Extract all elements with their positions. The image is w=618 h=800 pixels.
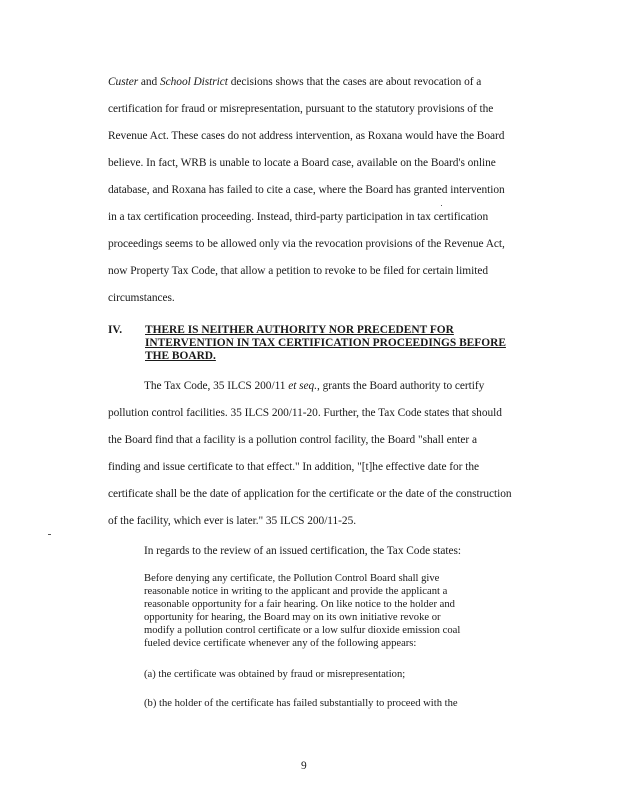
paragraph-2-line: pollution control facilities. 35 ILCS 200/11-20. Further, the Tax Code states that should	[108, 407, 502, 419]
section-title-line: THE BOARD.	[145, 350, 216, 362]
text-span: decisions shows that the cases are about revocation of a	[227, 76, 482, 88]
scan-speck	[441, 205, 442, 206]
quote-line: fueled device certificate whenever any of the following appears:	[144, 638, 417, 649]
text-span: and	[138, 76, 160, 88]
quote-line: modify a pollution control certificate or a low sulfur dioxide emission coal	[144, 625, 461, 636]
paragraph-1-line: now Property Tax Code, that allow a petition to revoke to be filed for certain limited	[108, 265, 488, 277]
paragraph-2-line: certificate shall be the date of application for the certificate or the date of the construction	[108, 488, 512, 500]
paragraph-1-line: circumstances.	[108, 292, 175, 304]
quote-line: reasonable notice in writing to the applicant and provide the applicant a	[144, 586, 448, 597]
case-name-school-district: School District	[160, 76, 228, 88]
text-span: The Tax Code, 35 ILCS 200/11	[144, 380, 289, 392]
section-title-line: THERE IS NEITHER AUTHORITY NOR PRECEDENT FOR	[145, 324, 454, 336]
paragraph-2-line: the Board find that a facility is a pollution control facility, the Board "shall enter a	[108, 434, 477, 446]
paragraph-2-line: of the facility, which ever is later." 35 ILCS 200/11-25.	[108, 515, 357, 527]
paragraph-1-line: certification for fraud or misrepresentation, pursuant to the statutory provisions of the	[108, 103, 494, 115]
quote-line: reasonable opportunity for a fair hearing. On like notice to the holder and	[144, 599, 455, 610]
paragraph-1-line: Revenue Act. These cases do not address intervention, as Roxana would have the Board	[108, 130, 505, 142]
scan-speck	[48, 534, 51, 535]
paragraph-2-line-1	[144, 379, 484, 393]
paragraph-1-line: proceedings seems to be allowed only via the revocation provisions of the Revenue Act,	[108, 238, 505, 250]
section-heading	[108, 324, 508, 364]
quote-line: Before denying any certificate, the Pollution Control Board shall give	[144, 573, 440, 584]
section-number: IV.	[108, 324, 123, 336]
et-seq-italic: et seq.	[288, 380, 317, 392]
case-name-custer: Custer	[108, 76, 139, 88]
paragraph-3: In regards to the review of an issued certification, the Tax Code states:	[144, 545, 462, 557]
quote-line: opportunity for hearing, the Board may on its own initiative revoke or	[144, 612, 441, 623]
paragraph-1-line: database, and Roxana has failed to cite a case, where the Board has granted intervention	[108, 184, 505, 196]
paragraph-1-line: in a tax certification proceeding. Instead, third-party participation in tax certification	[108, 211, 489, 223]
paragraph-2-line: finding and issue certificate to that effect." In addition, "[t]he effective date for the	[108, 461, 479, 473]
quote-item-a: (a) the certificate was obtained by fraud or misrepresentation;	[144, 669, 406, 680]
section-title-line: INTERVENTION IN TAX CERTIFICATION PROCEEDINGS BEFORE	[145, 337, 506, 349]
paragraph-1-line-1	[108, 75, 481, 89]
quote-item-b: (b) the holder of the certificate has failed substantially to proceed with the	[144, 698, 458, 709]
text-span: , grants the Board authority to certify	[317, 380, 485, 392]
page-number: 9	[301, 760, 307, 772]
paragraph-1-line: believe. In fact, WRB is unable to locate a Board case, available on the Board's online	[108, 157, 496, 169]
